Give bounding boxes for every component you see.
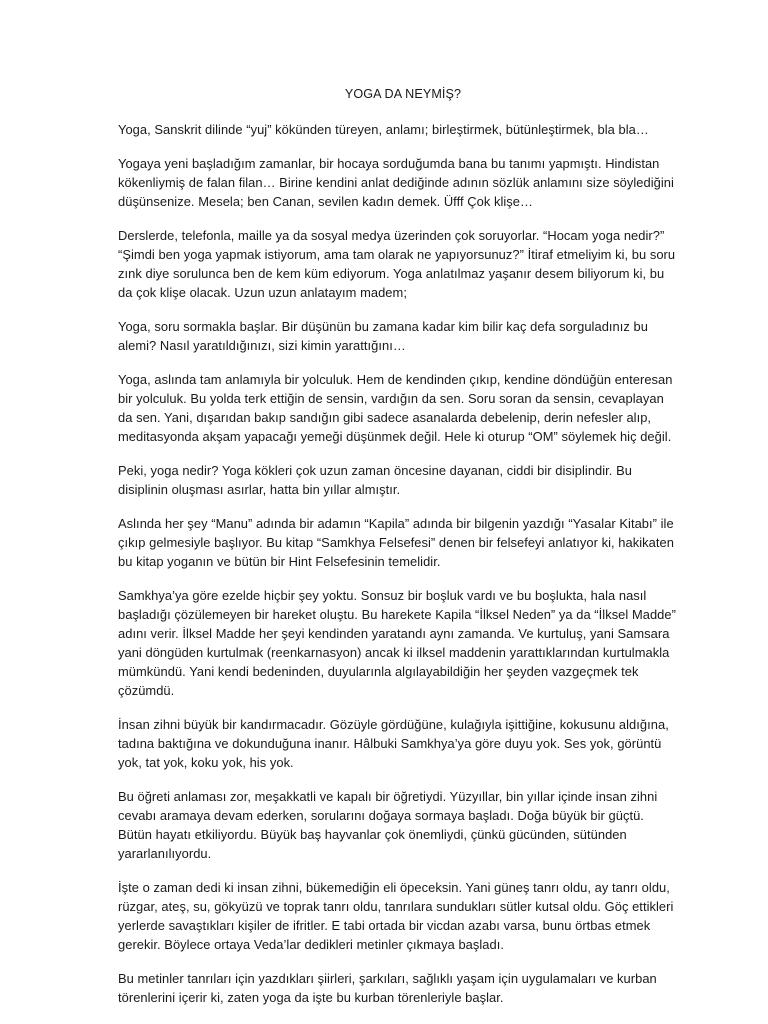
paragraph-8: Samkhya’ya göre ezelde hiçbir şey yoktu. Sonsuz bir boşluk vardı ve bu boşlukta, hala nasıl başladığı çözülemeyen bir hareket oluştu. Bu harekete Kapila “İlksel Neden” ya da “İlksel Madde” adını verir. İlksel Madde her şeyi kendinden yaratandı aynı zamanda. Ve kurtuluş, yani Samsara yani döngüden kurtulmak (reenkarnasyon) ancak ki ilksel maddenin yarattıklarından kurtulmakla mümkündü. Yani kendi bedeninden, duyularınla algılayabildiğin her şeyden vazgeçmek tek çözümdü.: [118, 588, 676, 698]
paragraph-5: Yoga, aslında tam anlamıyla bir yolculuk. Hem de kendinden çıkıp, kendine döndüğün enteresan bir yolculuk. Bu yolda terk ettiğin de sensin, vardığın da sen. Soru soran da sensin, cevaplayan da sen. Yani, dışarıdan bakıp sandığın gibi sadece asanalarda debelenip, derin nefesler alıp, meditasyonda akşam yapacağı yemeği düşünmek değil. Hele ki oturup “OM” söylemek hiç değil.: [118, 372, 673, 444]
paragraph-4: Yoga, soru sormakla başlar. Bir düşünün bu zamana kadar kim bilir kaç defa sorguladınız bu alemi? Nasıl yaratıldığınızı, sizi kimin yarattığını…: [118, 319, 648, 353]
paragraph-9: İnsan zihni büyük bir kandırmacadır. Gözüyle gördüğüne, kulağıyla işittiğine, kokusunu aldığına, tadına baktığına ve dokunduğuna inanır. Hâlbuki Samkhya’ya göre duyu yok. Ses yok, görüntü yok, tat yok, koku yok, his yok.: [118, 717, 669, 770]
paragraph-7: Aslında her şey “Manu” adında bir adamın “Kapila” adında bir bilgenin yazdığı “Yasalar Kitabı” ile çıkıp gelmesiyle başlıyor. Bu kitap “Samkhya Felsefesi” denen bir felsefeyi anlatıyor ki, hakikaten bu kitap yoganın ve bütün bir Hint Felsefesinin temelidir.: [118, 516, 674, 569]
paragraph-1: Yoga, Sanskrit dilinde “yuj” kökünden türeyen, anlamı; birleştirmek, bütünleştirmek, bla bla…: [118, 122, 649, 137]
document-title: YOGA DA NEYMİŞ?: [344, 87, 462, 101]
paragraph-2: Yogaya yeni başladığım zamanlar, bir hocaya sorduğumda bana bu tanımı yapmıştı. Hindistan kökenliymiş de falan filan… Birine kendini anlat dediğinde adının sözlük anlamını size söylediğini düşünsenize. Mesela; ben Canan, sevilen kadın demek. Üfff Çok klişe…: [118, 156, 674, 209]
paragraph-3: Derslerde, telefonla, maille ya da sosyal medya üzerinden çok soruyorlar. “Hocam yoga nedir?” “Şimdi ben yoga yapmak istiyorum, ama tam olarak ne yapıyorsunuz?” İtiraf etmeliyim ki, bu soru zınk diye sorulunca ben de kem küm ediyorum. Yoga anlatılmaz yaşanır desem biliyorum ki, bu da çok klişe olacak. Uzun uzun anlatayım madem;: [118, 228, 676, 300]
paragraph-11: İşte o zaman dedi ki insan zihni, bükemediğin eli öpeceksin. Yani güneş tanrı oldu, ay tanrı oldu, rüzgar, ateş, su, gökyüzü ve toprak tanrı oldu, tanrılara sundukları sütler kutsal oldu. Göç ettikleri yerlerde savaştıkları kişiler de ifritler. E tabi ortada bir vicdan azabı varsa, bunu örtbas etmek gerekir. Böylece ortaya Veda’lar dedikleri metinler çıkmaya başladı.: [118, 880, 674, 952]
paragraph-10: Bu öğreti anlaması zor, meşakkatli ve kapalı bir öğretiydi. Yüzyıllar, bin yıllar içinde insan zihni cevabı aramaya devam ederken, sorularını doğaya sormaya başladı. Doğa büyük bir güçtü. Bütün hayatı etkiliyordu. Büyük baş hayvanlar çok önemliydi, çünkü gücünden, sütünden yararlanılıyordu.: [118, 789, 658, 861]
paragraph-12: Bu metinler tanrıları için yazdıkları şiirleri, şarkıları, sağlıklı yaşam için uygulamaları ve kurban törenlerini içerir ki, zaten yoga da işte bu kurban törenleriyle başlar.: [118, 971, 657, 1005]
paragraph-6: Peki, yoga nedir? Yoga kökleri çok uzun zaman öncesine dayanan, ciddi bir disiplindir. Bu disiplinin oluşması asırlar, hatta bin yıllar almıştır.: [118, 463, 632, 497]
